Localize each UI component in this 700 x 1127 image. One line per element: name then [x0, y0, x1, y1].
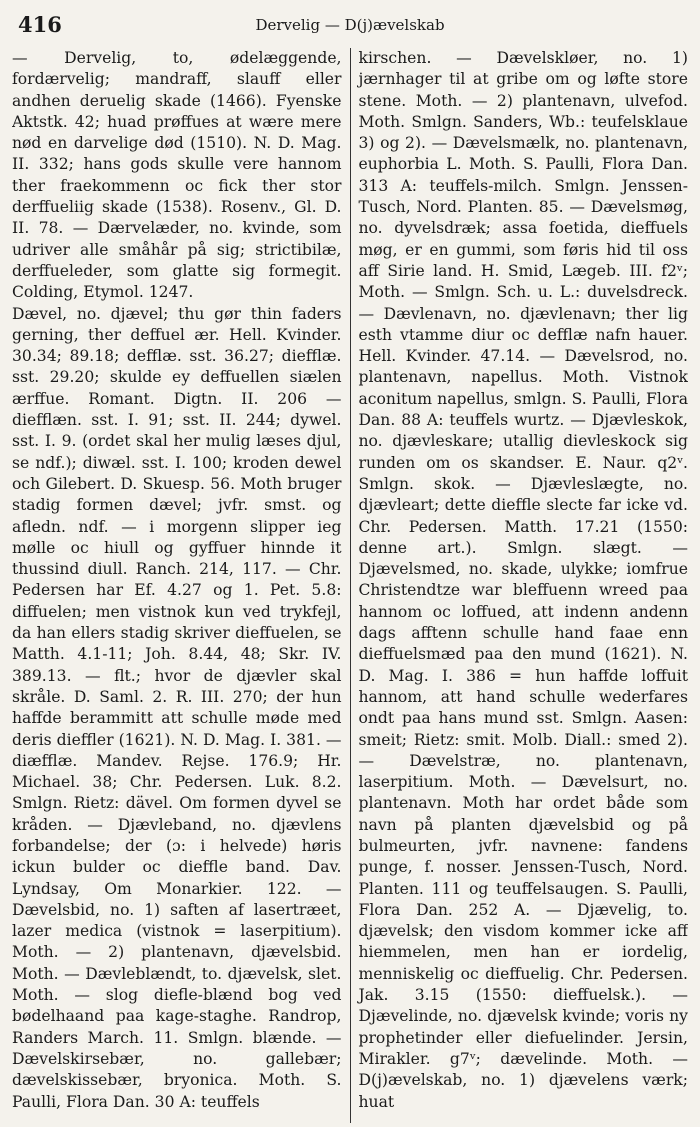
entry-daevel: Dævel, no. djævel; thu gør thin faders gerning, ther deffuel ær. Hell. Kvinder. 30.34; 89.18; defflæ. sst. 36.27; diefflæ. sst. 29.20; skulde ey deffuellen siælen ærffue. Romant. Digtn. II. 206 — diefflæn. sst. I. 91; sst. II. 244; dywel. sst. I. 9. (ordet skal her mulig læses djul, se ndf.); diwæl. sst. I. 100; kroden dewel och Gilebert. D. Skuesp. 56. Moth bruger stadig formen dævel; jvfr. smst. og afledn. ndf. — i morgenn slipper ieg mølle oc hiull og gyffuer hinnde it thussind diull. Ranch. 214, 117. — Chr. Pedersen har Ef. 4.27 og 1. Pet. 5.8: diffuelen; men vistnok kun ved trykfejl, da han ellers stadig skriver dieffuelen, se Matth. 4.1-11; Joh. 8.44, 48; Skr. IV. 389.13. — flt.; hvor de djævler skal skråle. D. Saml. 2. R. III. 270; der hun haffde berammitt att schulle møde med deris dieffler (1621). N. D. Mag. I. 381. — diæfflæ. Mandev. Rejse. 176.9; Hr. Michael. 38; Chr. Pedersen. Luk. 8.2. Smlgn. Rietz: dävel. Om formen dyvel se kråden. — Djævleband, no. djævlens forbandelse; der (ɔ: i helvede) høris ickun bulder oc dieffle band. Dav. Lyndsay, Om Monarkier. 122. — Dævelsbid, no. 1) saften af lasertræet, lazer medica (vistnok = laserpitium). Moth. — 2) plantenavn, djævelsbid. Moth. — Dævleblændt, to. djævelsk, slet. Moth. — slog diefle-blænd bog ved bødelhaand paa kage-staghe. Randrop, Randers March. 11. Smlgn. blænde. — Dævelskirsebær, no. gallebær; dævelskissebær, bryonica. Moth. S. Paulli, Flora Dan. 30 A: teuffels: [12, 304, 342, 1111]
left-column: [12, 48, 351, 1123]
entry-continuation: kirschen. — Dævelskløer, no. 1) jærnhager til at gribe om og løfte store stene. Moth. — 2) plantenavn, ulvefod. Moth. Smlgn. Sanders, Wb.: teufelsklaue 3) og 2). — Dævelsmælk, no. plantenavn, euphorbia L. Moth. S. Paulli, Flora Dan. 313 A: teuffels-milch. Smlgn. Jenssen-Tusch, Nord. Planten. 85. — Dævelsmøg, no. dyvelsdræk; assa foetida, dieffuels møg, er en gummi, som føris hid til oss aff Sirie land. H. Smid, Lægeb. III. f2ᵛ; Moth. — Smlgn. Sch. u. L.: duvelsdreck. — Dævlenavn, no. djævlenavn; ther lig esth vtamme diur oc defflæ nafn hauer. Hell. Kvinder. 47.14. — Dævelsrod, no. plantenavn, napellus. Moth. Vistnok aconitum napellus, smlgn. S. Paulli, Flora Dan. 88 A: teuffels wurtz. — Djævleskok, no. djævleskare; utallig dievleskock sig runden om os skandser. E. Naur. q2ᵛ. Smlgn. skok. — Djævleslægte, no. djævleart; dette dieffle slecte far icke vd. Chr. Pedersen. Matth. 17.21 (1550: denne art.). Smlgn. slægt. — Djævelsmed, no. skade, ulykke; iomfrue Christendtze war bleffuenn wreed paa hannom oc loffued, att indenn andenn dags afftenn schulle hand faae enn dieffuelsmæd paa den mund (1621). N. D. Mag. I. 386 = hun haffde loffuit hannom, att hand schulle wederfares ondt paa hans mund sst. Smlgn. Aasen: smeit; Rietz: smit. Molb. Diall.: smed 2). — Dævelstræ, no. plantenavn, laserpitium. Moth. — Dævelsurt, no. plantenavn. Moth har ordet både som navn på planten djævelsbid og på bulmeurten, jvfr. navnene: fandens punge, f. nosser. Jenssen-Tusch, Nord. Planten. 111 og teuffelsaugen. S. Paulli, Flora Dan. 252 A. — Djævelig, to. djævelsk; den visdom kommer icke aff hiemmelen, men han er iordelig, menniskelig oc dieffuelig. Chr. Pedersen. Jak. 3.15 (1550: dieffuelsk.). — Djævelinde, no. djævelsk kvinde; voris ny prophetinder eller diefuelinder. Jersin, Mirakler. g7ᵛ; dævelinde. Moth. — D(j)ævelskab, no. 1) djævelens værk; huat: [358, 49, 688, 1111]
page-number: 416: [18, 12, 62, 37]
right-column: [351, 48, 689, 1123]
running-head: Dervelig — D(j)ævelskab: [255, 16, 445, 34]
text-columns: [12, 48, 688, 1123]
page-header: [12, 8, 688, 48]
entry-dervelig: — Dervelig, to, ødelæggende, fordærvelig; mandraff, slauff eller andhen deruelig skade (1466). Fyenske Aktstk. 42; huad prøffues at wære mere nød en darvelige død (1510). N. D. Mag. II. 332; hans gods skulle vere hannom ther fraekommenn oc fick ther stor derffueliig skade (1538). Rosenv., Gl. D. II. 78. — Dærvelæder, no. kvinde, som udriver alle småhår på sig; strictibilæ, derffueleder, som glatte sig formegit. Colding, Etymol. 1247.: [12, 49, 342, 302]
